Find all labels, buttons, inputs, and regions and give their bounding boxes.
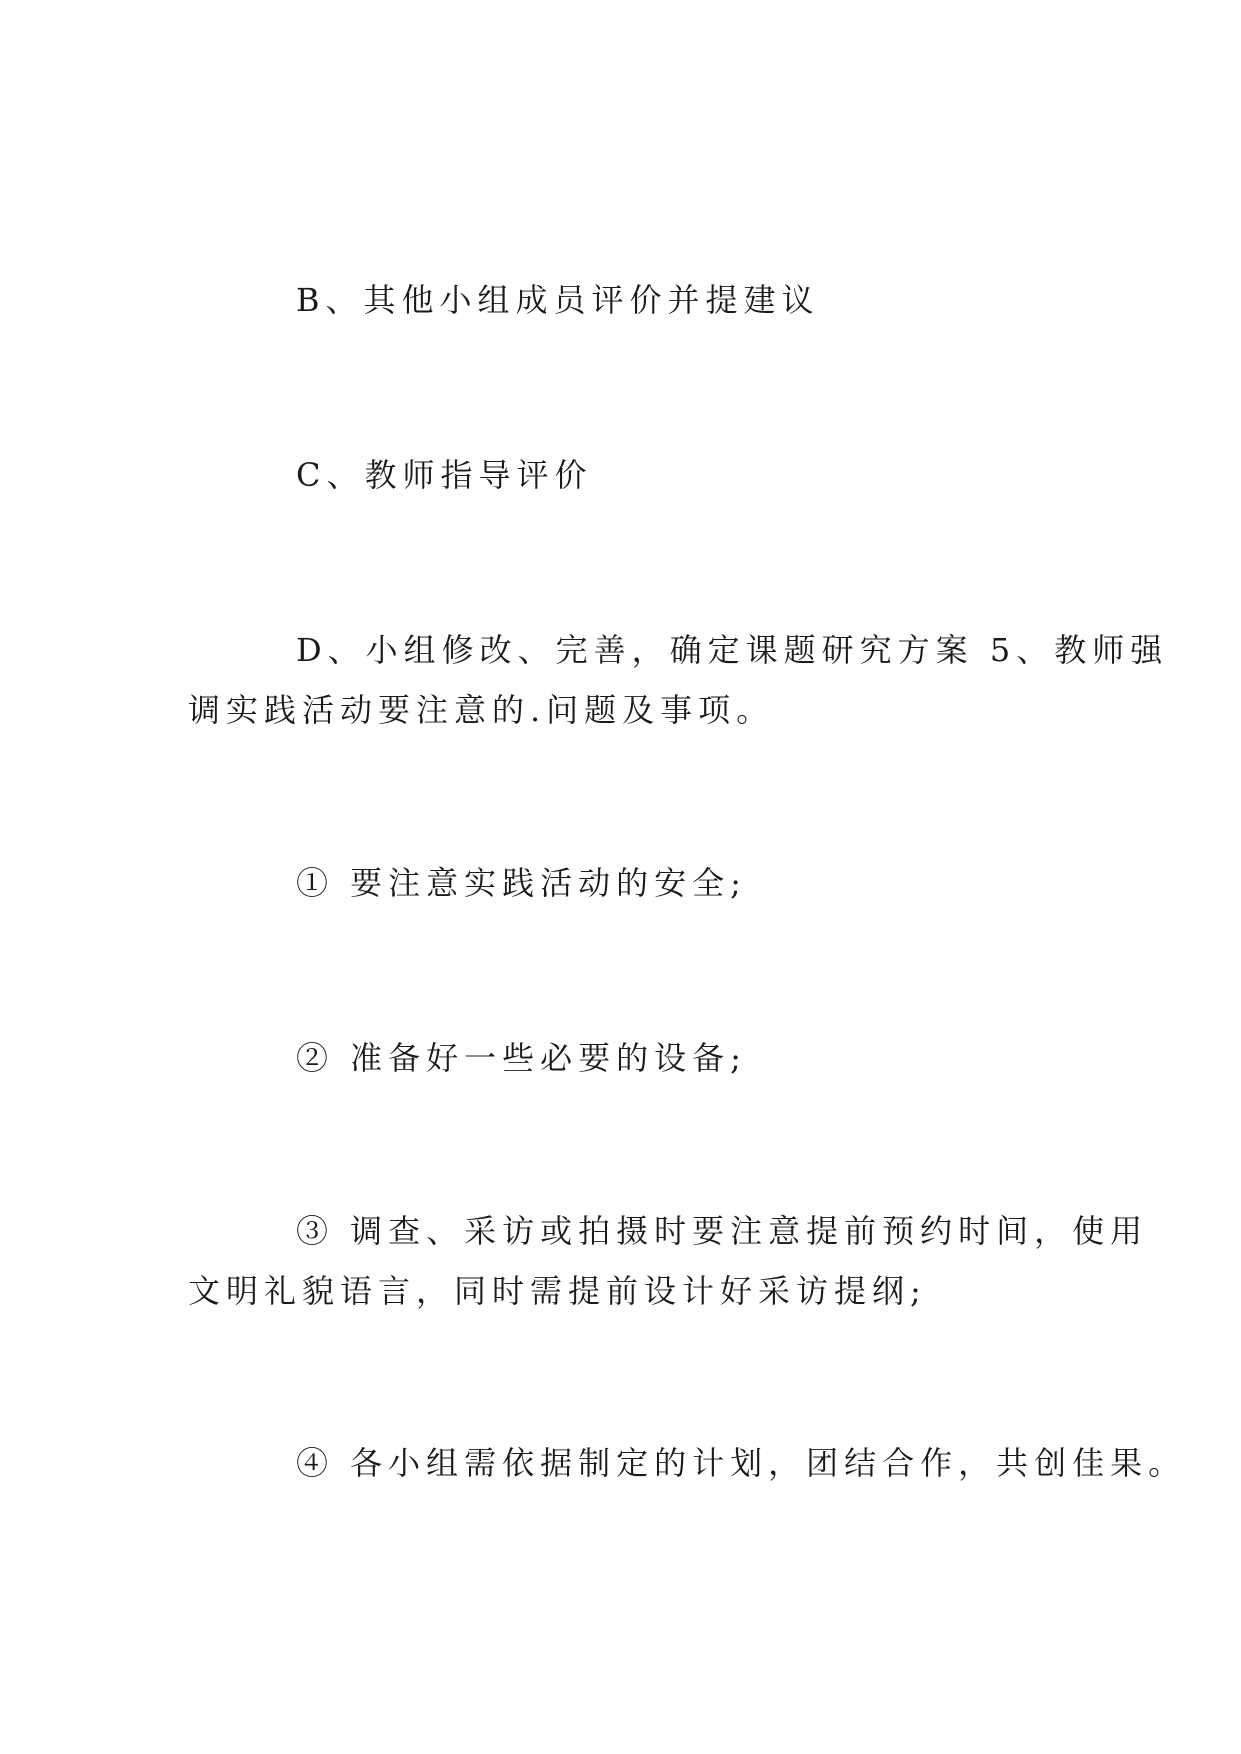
list-item-3-line1: ③ 调查、采访或拍摄时要注意提前预约时间，使用 [296,1212,1149,1250]
list-item-3-line2: 文明礼貌语言，同时需提前设计好采访提纲; [188,1272,927,1310]
paragraph-d-line2: 调实践活动要注意的.问题及事项。 [188,691,775,729]
list-item-4: ④ 各小组需依据制定的计划，团结合作，共创佳果。 [296,1444,1187,1482]
paragraph-c: C、教师指导评价 [296,456,593,494]
list-item-2: ② 准备好一些必要的设备; [296,1039,747,1077]
paragraph-b: B、其他小组成员评价并提建议 [296,281,820,319]
paragraph-d-line1: D、小组修改、完善，确定课题研究方案 5、教师强 [296,631,1169,669]
list-item-1: ① 要注意实践活动的安全; [296,864,747,902]
